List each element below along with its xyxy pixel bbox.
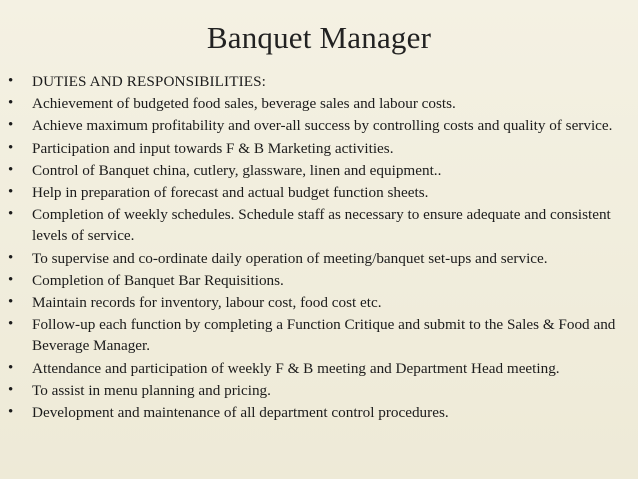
list-item-text: Achieve maximum profitability and over-all success by controlling costs and quality of service. [32, 117, 613, 135]
bullet-icon: • [8, 95, 14, 112]
bullet-icon: • [8, 359, 14, 376]
list-item [0, 115, 638, 136]
list-item [0, 402, 638, 423]
bullet-icon: • [8, 117, 14, 134]
bullet-icon: • [8, 249, 14, 266]
list-item-text: Development and maintenance of all department control procedures. [32, 404, 449, 422]
list-item [0, 182, 638, 203]
bullet-icon: • [8, 184, 14, 201]
list-item-text: Participation and input towards F & B Marketing activities. [32, 139, 394, 157]
list-item [0, 380, 638, 401]
list-item [0, 248, 638, 269]
list-item-text: To assist in menu planning and pricing. [32, 381, 271, 399]
list-item-text: Control of Banquet china, cutlery, glassware, linen and equipment.. [32, 161, 442, 179]
list-item [0, 292, 638, 313]
list-item-text: Achievement of budgeted food sales, beverage sales and labour costs. [32, 95, 456, 113]
list-item-text: DUTIES AND RESPONSIBILITIES: [32, 73, 266, 90]
bullet-icon: • [8, 73, 14, 89]
list-item-text: Maintain records for inventory, labour cost, food cost etc. [32, 294, 382, 312]
list-item-text: To supervise and co-ordinate daily operation of meeting/banquet set-ups and service. [32, 249, 548, 267]
duties-list [0, 71, 638, 424]
list-item-text: Attendance and participation of weekly F & B meeting and Department Head meeting. [32, 359, 560, 377]
list-item [0, 138, 638, 159]
list-item-text: Completion of weekly schedules. Schedule staff as necessary to ensure adequate and consistent levels of service. [32, 206, 611, 245]
list-item [0, 270, 638, 291]
bullet-icon: • [8, 139, 14, 156]
bullet-icon: • [8, 316, 14, 333]
list-item [0, 358, 638, 379]
list-item-text: Completion of Banquet Bar Requisitions. [32, 271, 284, 289]
list-item [0, 160, 638, 181]
bullet-icon: • [8, 271, 14, 288]
list-item-text: Follow-up each function by completing a Function Critique and submit to the Sales & Food and Beverage Manager. [32, 316, 616, 355]
bullet-icon: • [8, 294, 14, 311]
bullet-icon: • [8, 404, 14, 421]
list-item [0, 93, 638, 114]
list-item-text: Help in preparation of forecast and actual budget function sheets. [32, 184, 429, 202]
bullet-icon: • [8, 381, 14, 398]
bullet-icon: • [8, 206, 14, 223]
bullet-icon: • [8, 161, 14, 178]
list-item [0, 314, 638, 356]
list-item [0, 204, 638, 246]
slide-title: Banquet Manager [206, 20, 432, 55]
list-item [0, 71, 638, 92]
